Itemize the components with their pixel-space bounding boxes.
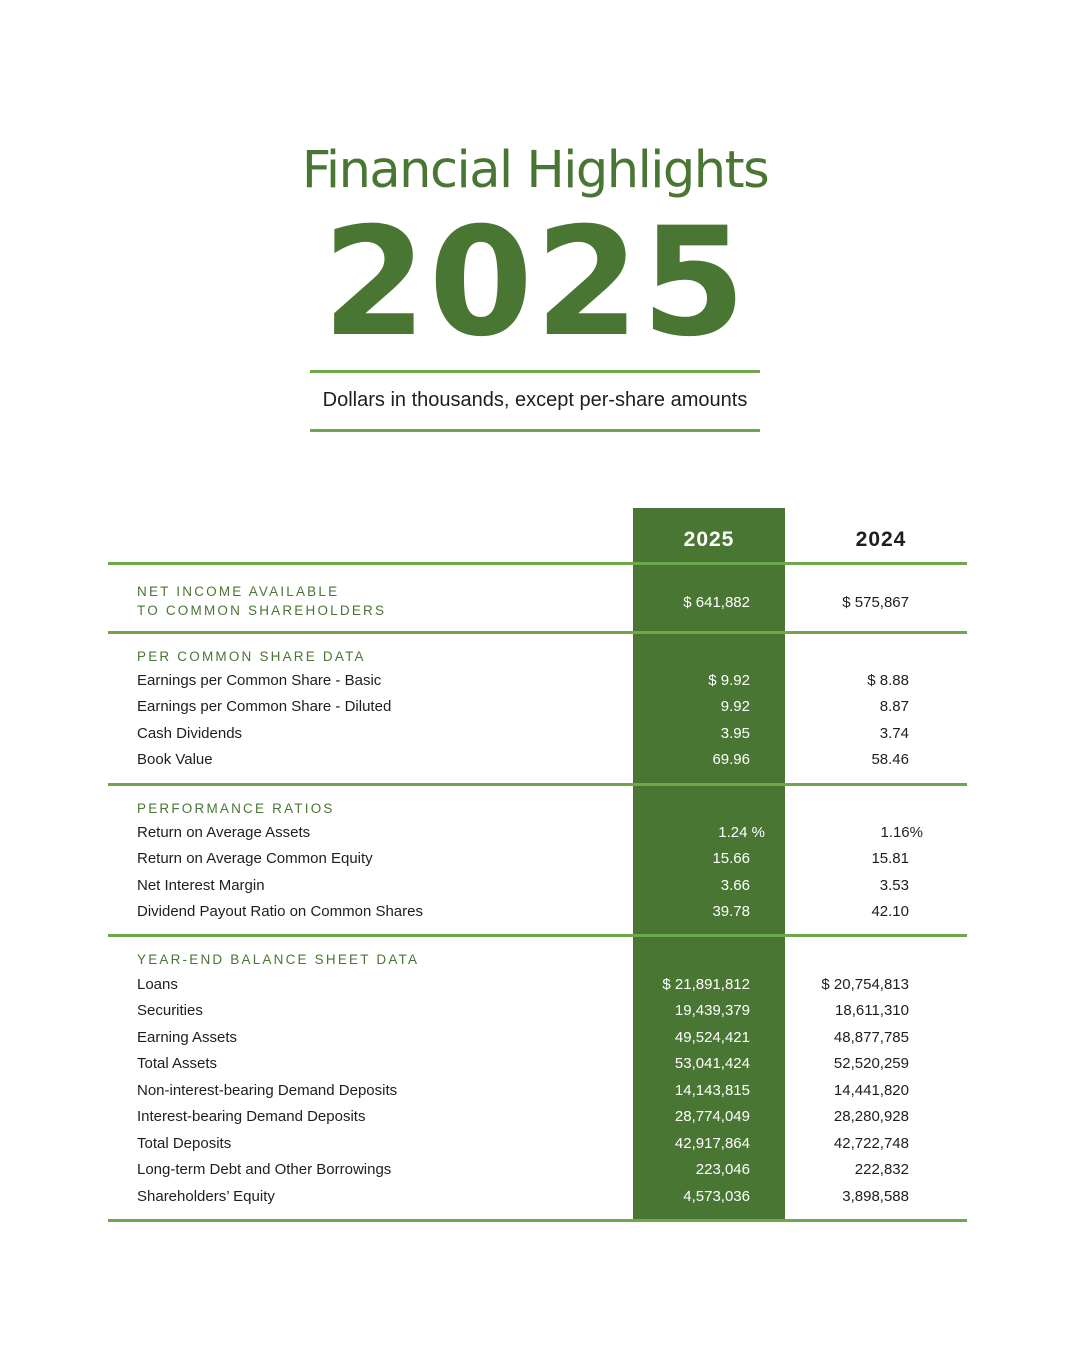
net-income-2024: $ 575,867 <box>842 594 909 611</box>
value-2024: 28,280,928 <box>833 1108 909 1125</box>
value-2024: 15.81 <box>871 850 909 867</box>
value-2024: 3.53 <box>879 877 909 894</box>
value-2024: 18,611,310 <box>835 1002 909 1019</box>
row-label: Return on Average Assets <box>137 824 311 841</box>
page-title: Financial Highlights <box>301 141 769 200</box>
table-row <box>0 820 1070 846</box>
value-2024: 3.74 <box>879 725 909 742</box>
row-label: Net Interest Margin <box>137 877 265 894</box>
table-row <box>0 1184 1070 1210</box>
page-subtitle: Dollars in thousands, except per-share amounts <box>322 389 748 411</box>
column-header-2024: 2024 <box>855 528 907 551</box>
value-2024: 14,441,820 <box>833 1082 909 1099</box>
row-label: Book Value <box>137 751 213 768</box>
table-rule <box>108 783 967 786</box>
net-income-label-line1: NET INCOME AVAILABLE <box>137 584 340 599</box>
value-2025: 69.96 <box>712 751 750 768</box>
value-2024: $ 20,754,813 <box>821 976 909 993</box>
net-income-2025: $ 641,882 <box>683 594 750 611</box>
value-2025: 19,439,379 <box>674 1002 750 1019</box>
value-2024: 3,898,588 <box>842 1188 909 1205</box>
value-2025: 53,041,424 <box>674 1055 750 1072</box>
value-2025: 49,524,421 <box>674 1029 750 1046</box>
table-rule <box>108 631 967 634</box>
value-2024: 42,722,748 <box>833 1135 909 1152</box>
table-rule <box>108 562 967 565</box>
value-2024: 48,877,785 <box>833 1029 909 1046</box>
value-2025: 28,774,049 <box>674 1108 750 1125</box>
table-row <box>0 1051 1070 1077</box>
table-row <box>0 747 1070 773</box>
table-row <box>0 668 1070 694</box>
value-2025: 42,917,864 <box>674 1135 750 1152</box>
row-label: Shareholders’ Equity <box>137 1188 275 1205</box>
table-row <box>0 1025 1070 1051</box>
value-2024: 1.16% <box>880 824 923 841</box>
section-title-per-share: PER COMMON SHARE DATA <box>137 649 366 664</box>
value-2025: $ 9.92 <box>708 672 750 689</box>
value-2024: 8.87 <box>879 698 909 715</box>
value-2024: 222,832 <box>854 1161 909 1178</box>
table-row <box>0 1078 1070 1104</box>
net-income-label-line2: TO COMMON SHAREHOLDERS <box>137 603 387 618</box>
row-label: Interest-bearing Demand Deposits <box>137 1108 366 1125</box>
row-label: Cash Dividends <box>137 725 243 742</box>
row-label: Non-interest-bearing Demand Deposits <box>137 1082 398 1099</box>
value-2025: 39.78 <box>712 903 750 920</box>
table-row <box>0 721 1070 747</box>
table-rule <box>108 934 967 937</box>
value-2024: 52,520,259 <box>833 1055 909 1072</box>
table-row <box>0 873 1070 899</box>
value-2025: 1.24 % <box>718 824 765 841</box>
value-2024: $ 8.88 <box>867 672 909 689</box>
row-label: Long-term Debt and Other Borrowings <box>137 1161 392 1178</box>
section-title-balance-sheet: YEAR-END BALANCE SHEET DATA <box>137 952 420 967</box>
value-2025: 3.66 <box>720 877 750 894</box>
row-label: Total Deposits <box>137 1135 232 1152</box>
value-2025: $ 21,891,812 <box>662 976 750 993</box>
value-2024: 42.10 <box>871 903 909 920</box>
subtitle-bottom-rule <box>310 429 760 432</box>
table-rule <box>108 1219 967 1222</box>
value-2025: 4,573,036 <box>683 1188 750 1205</box>
value-2024: 58.46 <box>871 751 909 768</box>
subtitle-top-rule <box>310 370 760 373</box>
table-row <box>0 1157 1070 1183</box>
table-row <box>0 846 1070 872</box>
row-label: Earnings per Common Share - Basic <box>137 672 382 689</box>
row-label: Securities <box>137 1002 203 1019</box>
table-row <box>0 694 1070 720</box>
row-label: Return on Average Common Equity <box>137 850 373 867</box>
table-row <box>0 1104 1070 1130</box>
section-title-performance: PERFORMANCE RATIOS <box>137 801 335 816</box>
table-row <box>0 899 1070 925</box>
column-header-2025: 2025 <box>683 528 735 551</box>
table-row <box>0 998 1070 1024</box>
row-label: Earning Assets <box>137 1029 238 1046</box>
row-label: Loans <box>137 976 178 993</box>
table-row <box>0 972 1070 998</box>
row-label: Total Assets <box>137 1055 218 1072</box>
table-row <box>0 1131 1070 1157</box>
value-2025: 9.92 <box>720 698 750 715</box>
report-year: 2025 <box>322 196 748 370</box>
value-2025: 14,143,815 <box>674 1082 750 1099</box>
value-2025: 15.66 <box>712 850 750 867</box>
value-2025: 3.95 <box>720 725 750 742</box>
value-2025: 223,046 <box>695 1161 750 1178</box>
row-label: Dividend Payout Ratio on Common Shares <box>137 903 423 920</box>
row-label: Earnings per Common Share - Diluted <box>137 698 392 715</box>
